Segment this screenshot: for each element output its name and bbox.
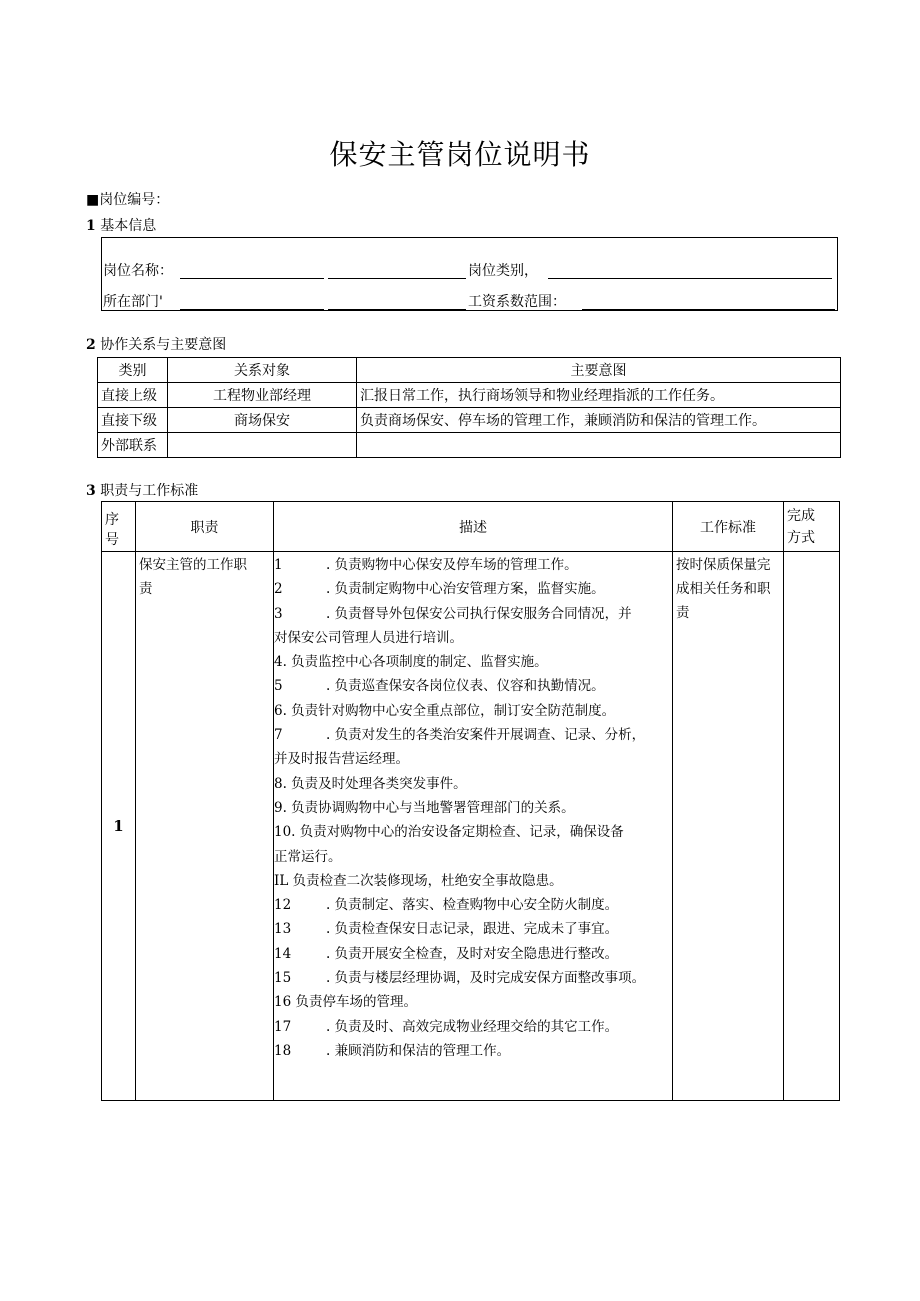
header-target: 关系对象 <box>168 358 357 383</box>
table-row <box>98 383 841 408</box>
desc-line <box>274 747 672 771</box>
desc-line-text: . 负责及时、高效完成物业经理交给的其它工作。 <box>326 1018 619 1035</box>
desc-line-text: 6. 负责针对购物中心安全重点部位，制订安全防范制度。 <box>274 702 616 719</box>
desc-line-text: 正常运行。 <box>274 848 342 865</box>
desc-line <box>274 796 672 820</box>
section2-heading-text: 协作关系与主要意图 <box>100 337 227 353</box>
row-standard-line1: 按时保质保量完 <box>676 557 771 573</box>
row-completion <box>784 552 840 1101</box>
desc-line-text: 9. 负责协调购物中心与当地警署管理部门的关系。 <box>274 799 575 816</box>
desc-line <box>274 845 672 869</box>
salary-range-field[interactable] <box>582 309 835 310</box>
desc-line-text: . 负责督导外包保安公司执行保安服务合同情况，并 <box>326 605 632 622</box>
desc-line-text: . 负责开展安全检查，及时对安全隐患进行整改。 <box>326 945 619 962</box>
desc-line <box>274 1039 672 1063</box>
row-intent <box>357 433 841 458</box>
desc-line <box>274 869 672 893</box>
desc-line <box>274 650 672 674</box>
department-label: 所在部门' <box>103 294 163 310</box>
desc-line <box>274 1015 672 1039</box>
header-completion <box>784 502 840 552</box>
desc-line <box>274 602 672 626</box>
post-category-label: 岗位类别， <box>468 263 538 279</box>
section2-heading-num: 2 <box>86 337 96 353</box>
desc-line-num: 14 <box>274 945 292 962</box>
post-name-field[interactable] <box>180 278 324 279</box>
desc-line-num: 1 <box>274 557 283 573</box>
row-target <box>168 433 357 458</box>
desc-line-text: . 负责检查保安日志记录，跟进、完成未了事宜。 <box>326 921 619 938</box>
desc-line-text: . 负责对发生的各类治安案件开展调查、记录、分析， <box>326 727 646 744</box>
desc-line <box>274 893 672 917</box>
header-desc: 描述 <box>274 502 673 552</box>
department-field[interactable] <box>180 309 324 310</box>
salary-range-label: 工资系数范围： <box>468 294 566 310</box>
table-row <box>98 433 841 458</box>
header-seq: 序号 <box>102 502 136 552</box>
desc-line <box>274 820 672 844</box>
desc-line <box>274 772 672 796</box>
desc-line-text: . 负责巡查保安各岗位仪表、仪容和执勤情况。 <box>326 678 605 695</box>
post-name-label: 岗位名称： <box>103 263 173 279</box>
page-title: 保安主管岗位说明书 <box>329 138 591 171</box>
header-standard: 工作标准 <box>673 502 784 552</box>
desc-line-num: 18 <box>274 1042 292 1059</box>
section1-heading-num: 1 <box>86 218 96 234</box>
header-category: 类别 <box>98 358 168 383</box>
row-intent: 汇报日常工作，执行商场领导和物业经理指派的工作任务。 <box>357 383 841 408</box>
desc-line <box>274 966 672 990</box>
row-target: 商场保安 <box>168 408 357 433</box>
basic-info-box <box>101 237 838 311</box>
desc-line <box>274 553 672 577</box>
desc-line-num: 3 <box>274 605 283 622</box>
desc-line-text: 并及时报告营运经理。 <box>274 751 409 768</box>
desc-line-text: 对保安公司管理人员进行培训。 <box>274 629 463 646</box>
section3-heading <box>86 482 198 500</box>
desc-line-text: . 负责制定购物中心治安管理方案，监督实施。 <box>326 581 605 598</box>
desc-line-text: . 负责制定、落实、检查购物中心安全防火制度。 <box>326 897 619 914</box>
duties-table <box>101 501 840 1101</box>
collaboration-table <box>97 357 841 458</box>
post-name-field-2[interactable] <box>328 278 466 279</box>
desc-line <box>274 917 672 941</box>
desc-line-text: 10. 负责对购物中心的治安设备定期检查、记录，确保设备 <box>274 824 624 841</box>
section1-heading-text: 基本信息 <box>100 218 157 234</box>
header-completion-line2: 方式 <box>787 529 815 546</box>
desc-line <box>274 699 672 723</box>
header-completion-line1: 完成 <box>787 507 815 524</box>
section1-heading <box>86 217 156 235</box>
section3-heading-text: 职责与工作标准 <box>100 483 199 499</box>
desc-line-num: 7 <box>274 727 283 744</box>
row-target: 工程物业部经理 <box>168 383 357 408</box>
row-standard <box>673 552 784 1101</box>
department-field-2[interactable] <box>328 309 466 310</box>
desc-line-text: . 兼顾消防和保洁的管理工作。 <box>326 1042 511 1059</box>
desc-line-text: IL 负责检查二次装修现场，杜绝安全事故隐患。 <box>274 872 563 889</box>
row-desc <box>274 552 673 1101</box>
desc-line-num: 2 <box>274 581 283 598</box>
section3-heading-num: 3 <box>86 483 96 499</box>
row-standard-line2: 成相关任务和职 <box>676 581 771 597</box>
desc-line-num: 5 <box>274 678 283 695</box>
desc-line <box>274 674 672 698</box>
row-category: 直接上级 <box>98 383 168 408</box>
desc-line <box>274 626 672 650</box>
table-header-row <box>98 358 841 383</box>
table-row <box>98 408 841 433</box>
desc-line-text: 16 负责停车场的管理。 <box>274 994 417 1011</box>
desc-line-text: . 负责购物中心保安及停车场的管理工作。 <box>326 557 578 573</box>
header-duty: 职责 <box>136 502 274 552</box>
row-duty-line1: 保安主管的工作职 <box>139 557 247 573</box>
table-row <box>102 552 840 1101</box>
row-category: 直接下级 <box>98 408 168 433</box>
row-intent: 负责商场保安、停车场的管理工作，兼顾消防和保洁的管理工作。 <box>357 408 841 433</box>
post-category-field[interactable] <box>548 278 832 279</box>
section2-heading <box>86 336 226 354</box>
desc-line-num: 15 <box>274 970 292 987</box>
desc-line-num: 17 <box>274 1018 292 1035</box>
desc-line <box>274 577 672 601</box>
desc-line-num: 13 <box>274 921 292 938</box>
row-seq: 1 <box>102 552 136 1101</box>
row-duty <box>136 552 274 1101</box>
row-category: 外部联系 <box>98 433 168 458</box>
table-header-row <box>102 502 840 552</box>
desc-line <box>274 990 672 1014</box>
post-number-label: ■岗位编号： <box>86 192 170 208</box>
desc-line-text: 8. 负责及时处理各类突发事件。 <box>274 775 467 792</box>
desc-line-text: . 负责与楼层经理协调，及时完成安保方面整改事项。 <box>326 970 646 987</box>
desc-lines <box>274 553 672 1063</box>
row-duty-line2: 责 <box>139 581 153 597</box>
desc-line-text: 4. 负责监控中心各项制度的制定、监督实施。 <box>274 654 548 671</box>
header-intent: 主要意图 <box>357 358 841 383</box>
desc-line <box>274 942 672 966</box>
row-standard-line3: 责 <box>676 605 690 621</box>
desc-line <box>274 723 672 747</box>
desc-line-num: 12 <box>274 897 292 914</box>
